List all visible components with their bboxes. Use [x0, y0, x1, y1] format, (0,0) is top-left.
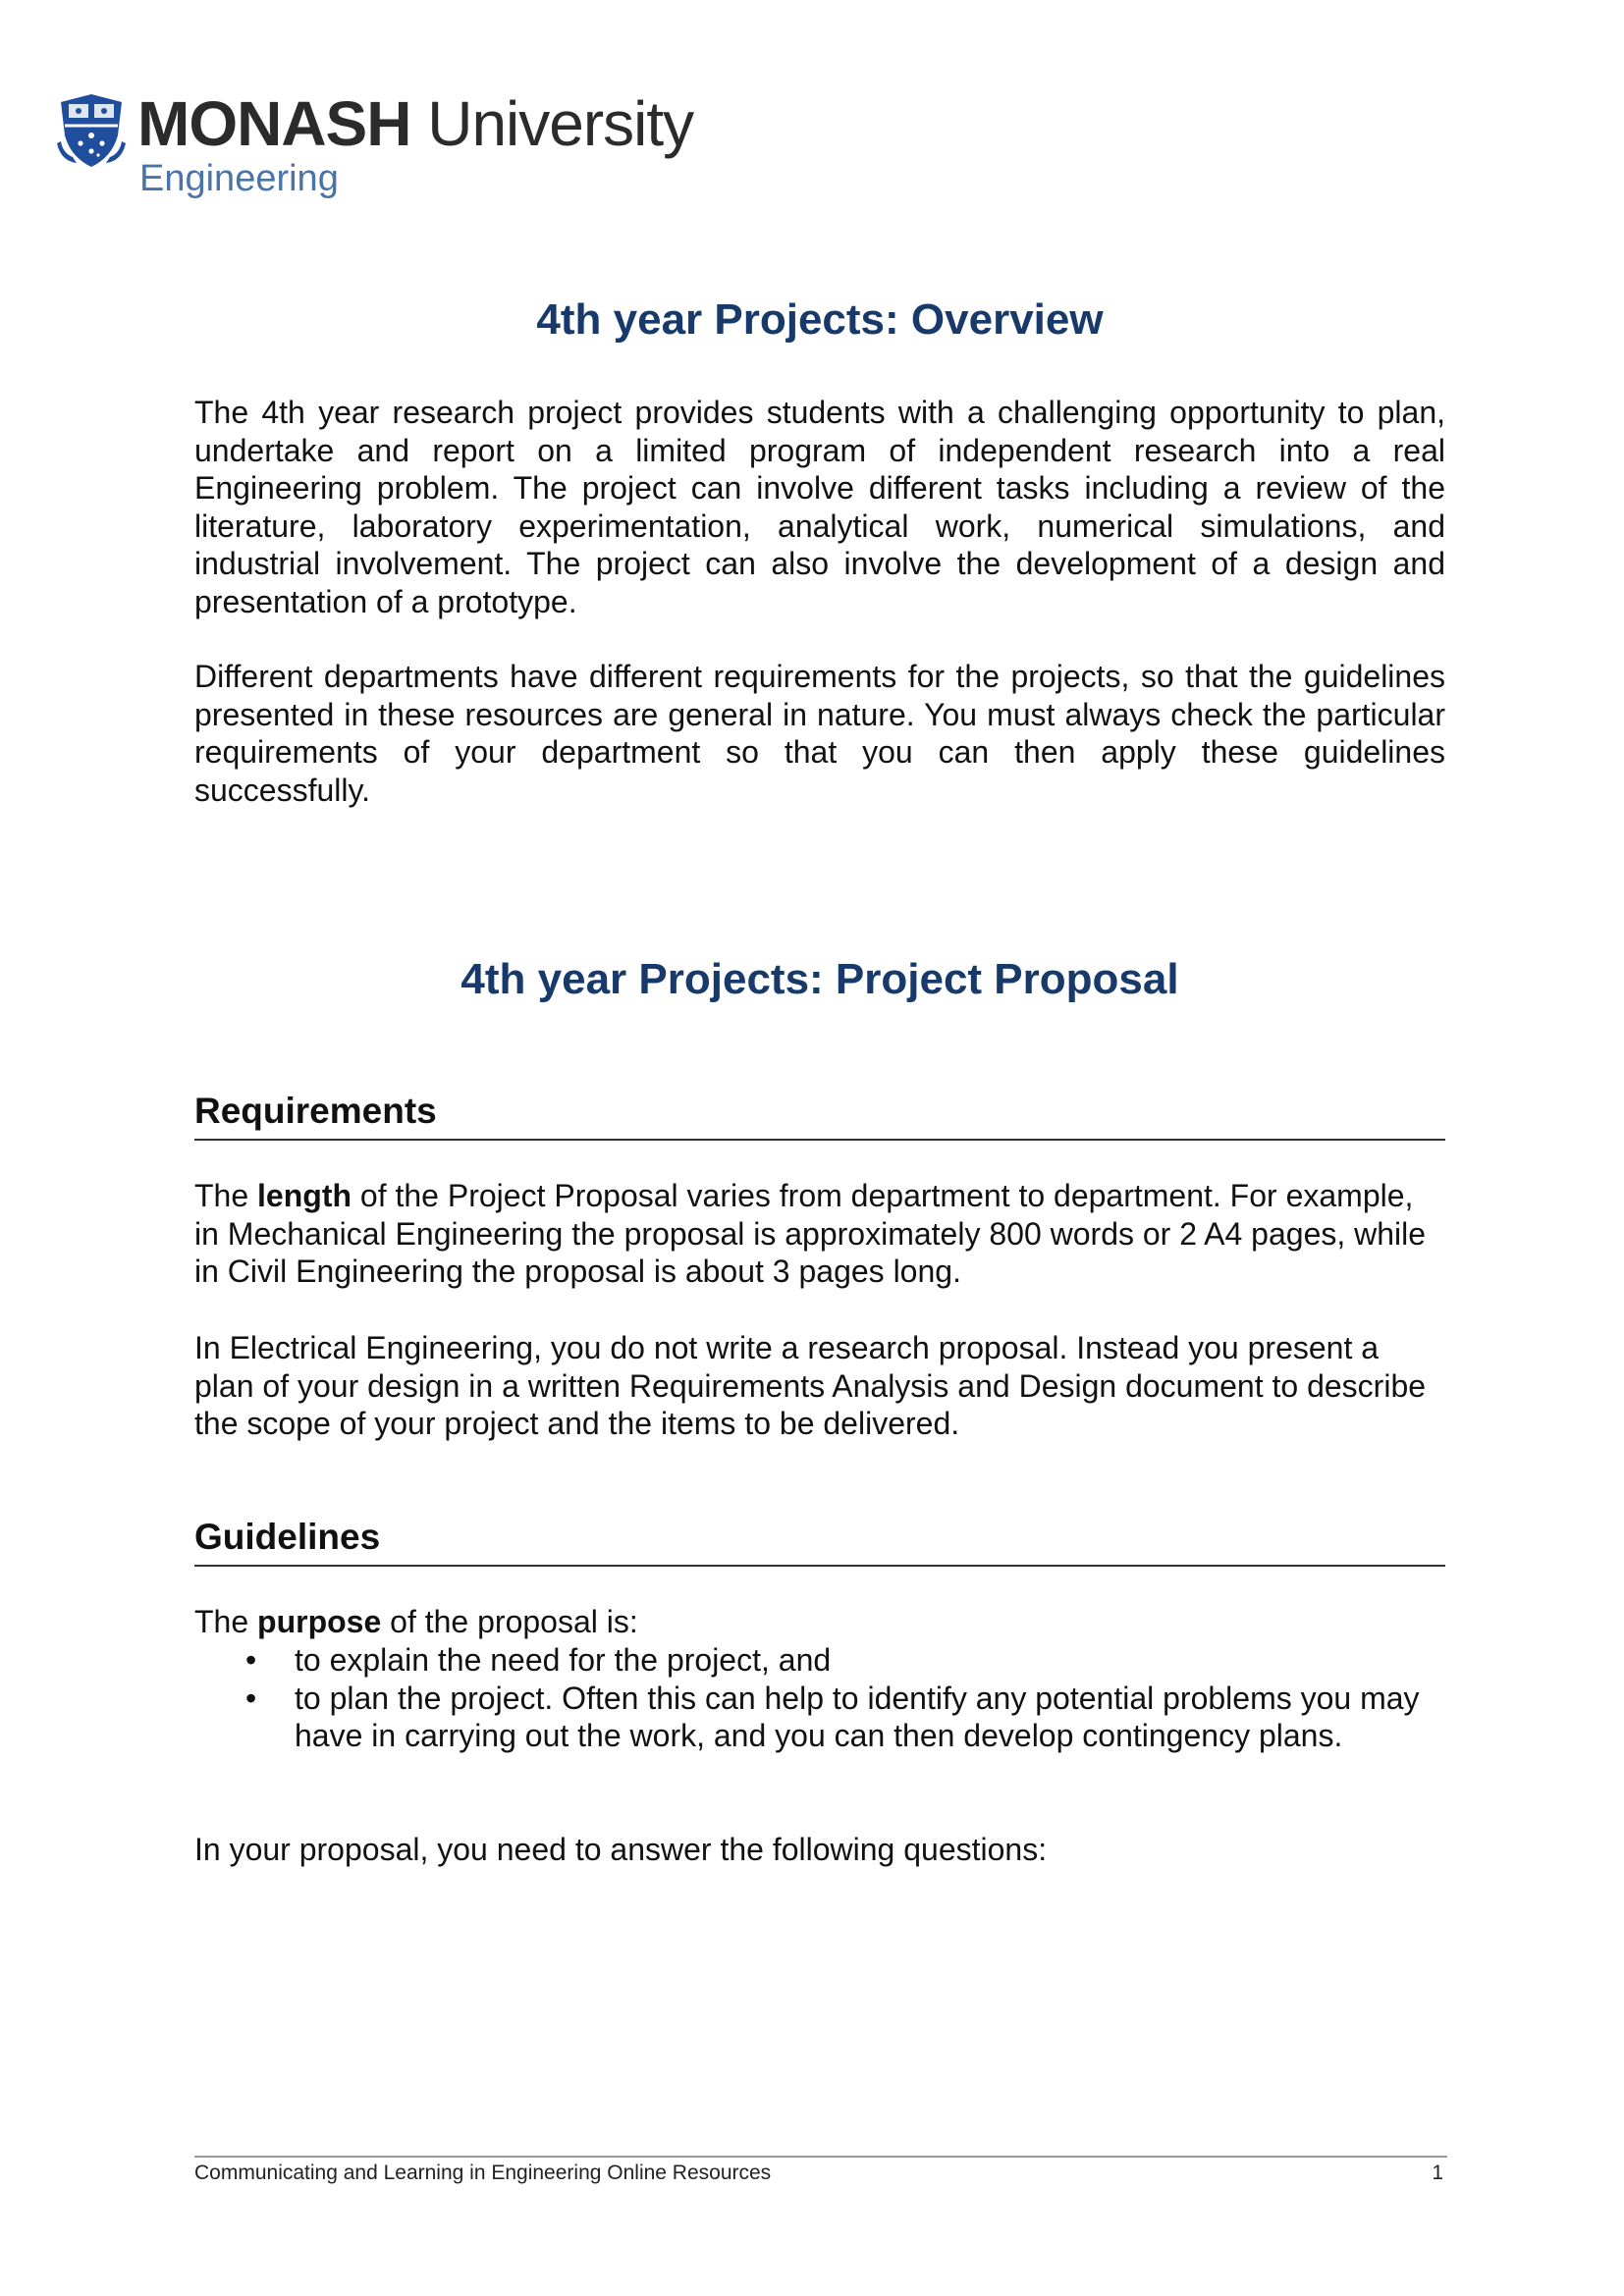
proposal-title: 4th year Projects: Project Proposal — [460, 955, 1179, 1003]
length-emphasis: length — [257, 1178, 352, 1213]
text-run: The — [194, 1604, 258, 1639]
overview-paragraph-1: The 4th year research project provides students with a challenging opportunity to plan, undertake and report on a limited program of independent research into a real Engineering problem. The project can involve different tasks including a review of the literature, laboratory experimentation, analytical work, numerical simulations, and industrial involvement. The project can also involve the development of a design and presentation of a prototype. — [194, 395, 1445, 619]
page-number: 1 — [1432, 2162, 1443, 2184]
list-item-text: to explain the need for the project, and — [295, 1642, 832, 1678]
university-crest-icon — [57, 92, 126, 169]
guidelines-heading: Guidelines — [194, 1516, 1445, 1567]
requirements-paragraph-2: In Electrical Engineering, you do not write a research proposal. Instead you present a plan of your design in a written Requirements Analysis and Design document to describe the scope of your project and the items to be delivered. — [194, 1330, 1427, 1442]
logo-brand-bold: MONASH — [137, 88, 411, 159]
closing-line: In your proposal, you need to answer the following questions: — [194, 1832, 1048, 1867]
bullet-icon: • — [245, 1680, 257, 1716]
footer-text: Communicating and Learning in Engineering Online Resources — [194, 2162, 772, 2184]
list-item — [194, 1680, 1445, 1755]
monash-engineering-logo — [57, 86, 705, 204]
requirements-heading: Requirements — [194, 1090, 1445, 1141]
purpose-line — [194, 1603, 1445, 1641]
list-item — [194, 1641, 1445, 1680]
overview-title: 4th year Projects: Overview — [536, 295, 1104, 344]
text-run: of the Project Proposal varies from department to department. For example, in Mechanical Engineering the proposal is approximately 800 words or 2 A4 pages, while in Civil Engineering the proposal is about 3 pages long. — [194, 1178, 1427, 1290]
logo-wordmark — [137, 86, 693, 161]
list-item-text: to plan the project. Often this can help to identify any potential problems you may have in carrying out the work, and you can then develop contingency plans. — [295, 1680, 1420, 1754]
overview-paragraph-2: Different departments have different requirements for the projects, so that the guidelines presented in these resources are general in nature. You must always check the particular requirements of your department so that you can then apply these guidelines successfully. — [194, 659, 1445, 808]
footer-divider — [194, 2156, 1447, 2158]
text-run: The — [194, 1178, 258, 1213]
logo-brand-regular: University — [410, 88, 694, 159]
text-run: of the proposal is: — [381, 1604, 638, 1639]
bullet-icon: • — [245, 1642, 257, 1678]
logo-faculty: Engineering — [139, 158, 339, 199]
requirements-paragraph-1 — [194, 1177, 1445, 1291]
purpose-emphasis: purpose — [257, 1604, 382, 1639]
purpose-list — [194, 1641, 1445, 1755]
